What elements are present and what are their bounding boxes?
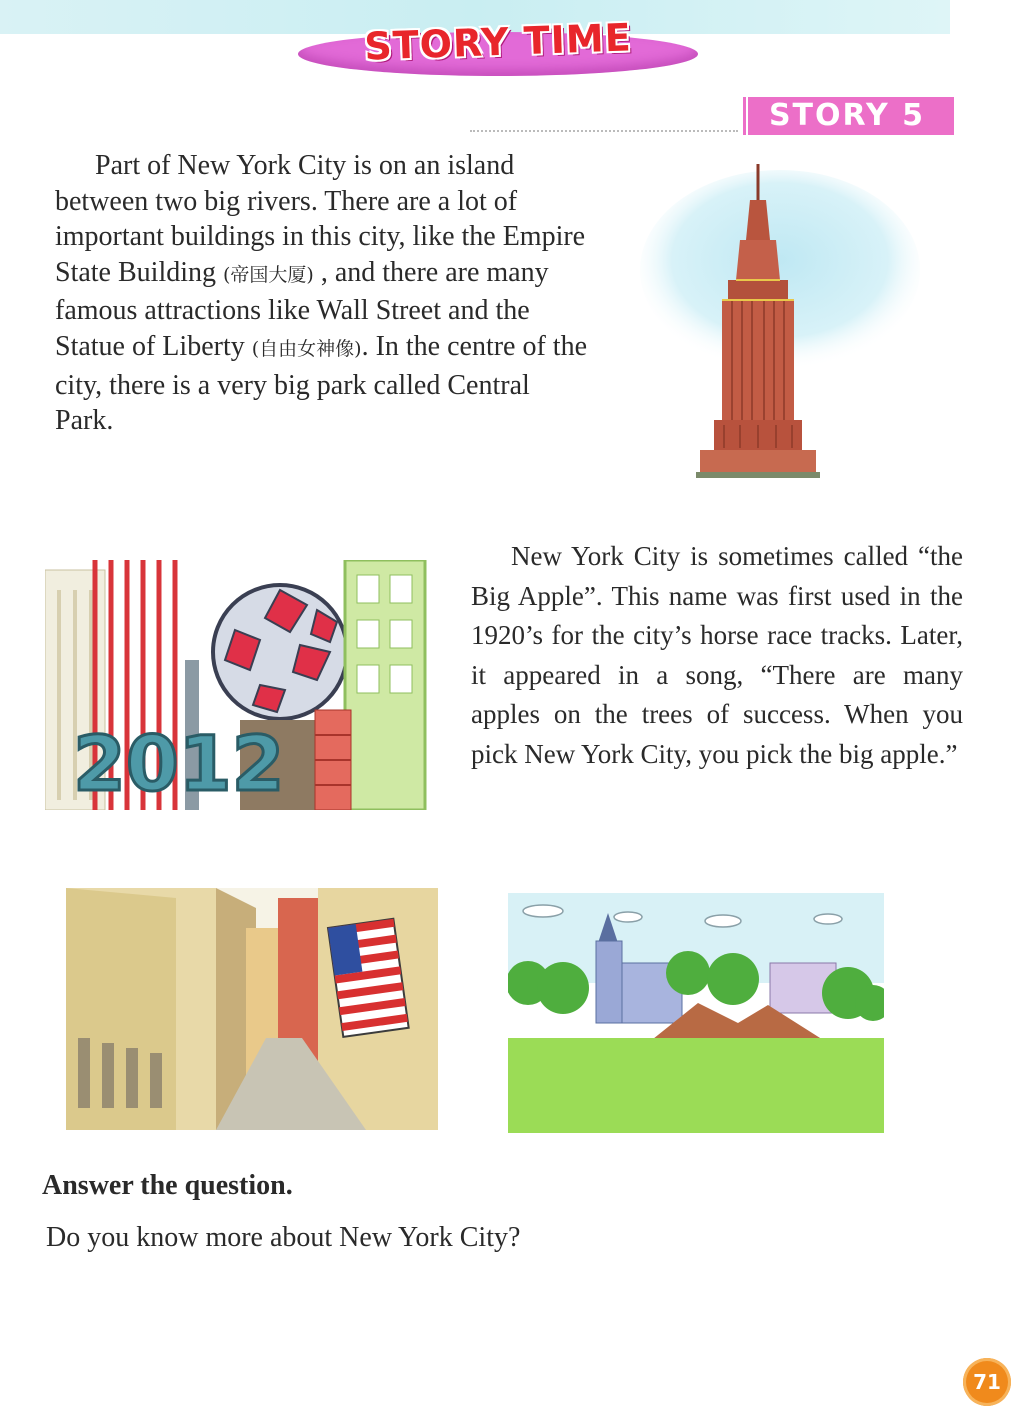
cn-statue-liberty: (自由女神像) [251, 337, 362, 360]
question-text: Do you know more about New York City? [46, 1222, 521, 1253]
para1-text-c: . In the centre of the city, there is a very big park called Central Park. [55, 330, 588, 437]
times-square-illustration [45, 560, 430, 810]
question-heading: Answer the question. [42, 1170, 293, 1201]
wall-street-illustration [66, 888, 438, 1130]
cn-empire-state: (帝国大厦) [223, 263, 314, 286]
central-park-illustration [508, 893, 884, 1133]
header-divider [470, 130, 738, 132]
para1-text-b: , and there are many famous attractions like Wall Street and the Statue of Liberty [55, 256, 549, 362]
times-square-sign-2012: 2012 [73, 719, 285, 808]
story-time-banner [298, 15, 698, 80]
para1-text-a: Part of New York City is on an island between two big rivers. There are a lot of important buildings in this city, like the Empire State Building [55, 150, 586, 288]
banner-title: STORY TIME [363, 15, 633, 69]
paragraph-new-york-intro [55, 148, 595, 439]
paragraph-big-apple [471, 537, 963, 775]
page-number-badge: 71 [963, 1358, 1011, 1406]
empire-state-building-illustration [640, 160, 940, 490]
story-number-badge: STORY 5 [740, 97, 954, 135]
para2-text: New York City is sometimes called “the Big Apple”. This name was first used in the 1920’s for the city’s horse race tracks. Later, it appeared in a song, “There are many apples on the trees of success. When you pick New York City, you pick the big apple.” [471, 541, 963, 769]
